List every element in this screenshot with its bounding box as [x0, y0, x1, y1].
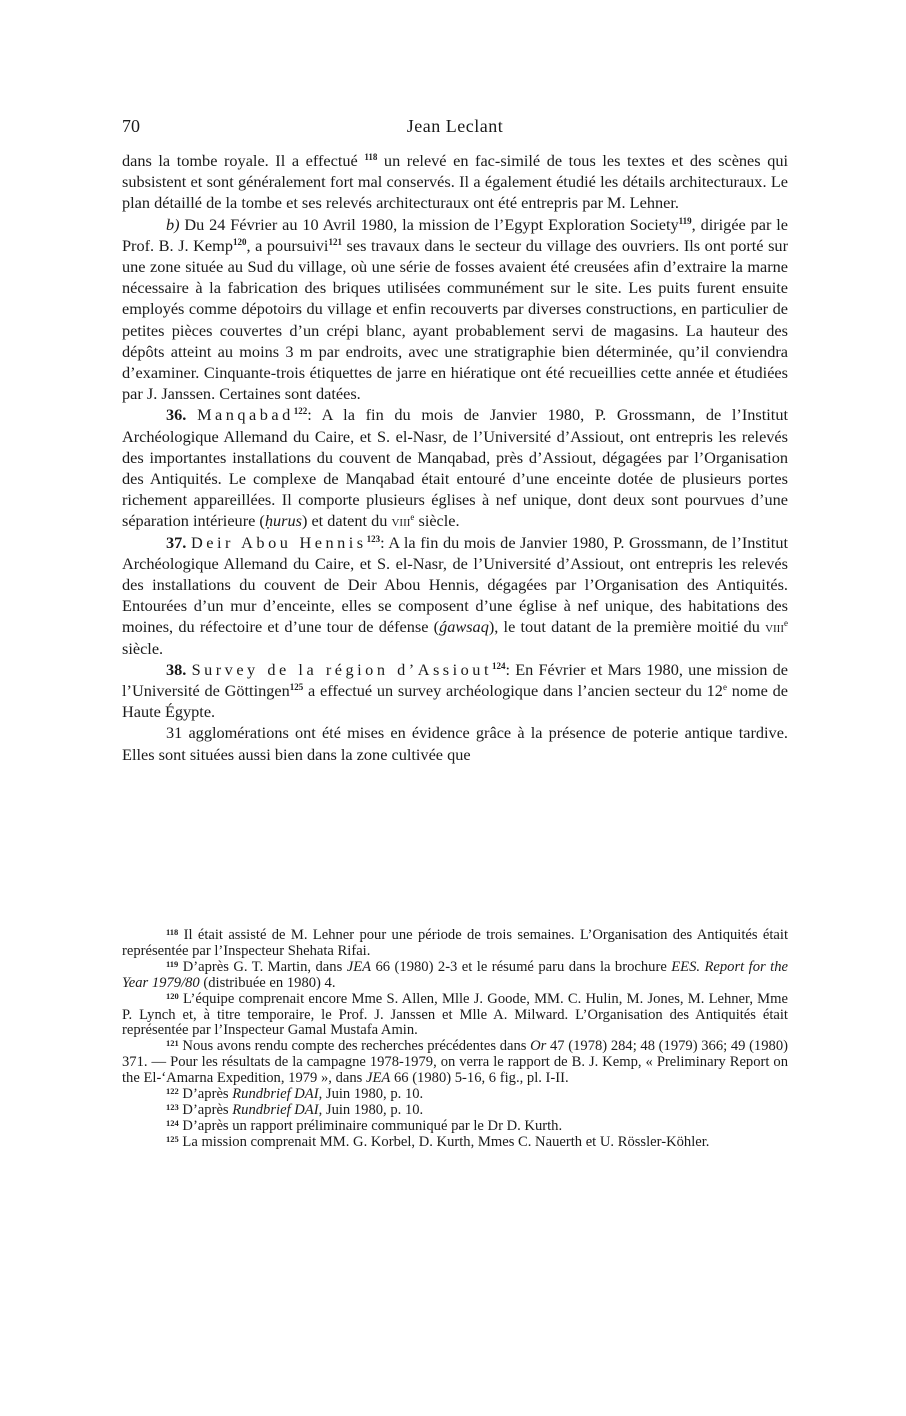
footnote-118	[122, 928, 788, 960]
footnote-number: 124	[166, 1117, 179, 1128]
text-run: siècle.	[122, 638, 164, 658]
site-name: Deir Abou Hennis	[191, 532, 367, 552]
footnote-ref: 122	[293, 406, 308, 417]
list-label: b)	[166, 214, 180, 234]
footnote-text: 66 (1980) 2-3 et le résumé paru dans la brochure	[371, 958, 672, 975]
footnote-text: (distribuée en 1980) 4.	[199, 974, 336, 991]
text-run: , a poursuivi	[246, 235, 329, 255]
section-number: 38.	[166, 659, 187, 679]
footnote-122	[122, 1087, 788, 1103]
ordinal-suffix: e	[722, 682, 727, 693]
italic-term: ḥurus	[264, 511, 302, 531]
paragraph-agglomerations	[122, 722, 788, 764]
footnote-ref: 124	[491, 660, 506, 671]
ordinal-suffix: e	[410, 512, 415, 523]
section-37-deir-abou-hennis	[122, 532, 788, 659]
text-run: siècle.	[414, 511, 460, 531]
text-run: : A la fin du mois de Janvier 1980, P. Grossmann, de l’Institut Archéologique Allemand du Caire, et S. el-Nasr, de l’Université d’Assiout, ont entrepris les relevés des importantes installations du couvent de Manqabad, près d’Assiout, dégagées par l’Organisation des Antiquités. Le complexe de Manqabad était entouré d’une enceinte dotée de plusieurs portes richement appareillées. Il comporte plusieurs églises à nef unique, dont deux sont pourvues d’une séparation intérieure (	[122, 405, 788, 531]
footnote-number: 119	[166, 958, 179, 969]
footnote-text: D’après un rapport préliminaire communiqué par le Dr D. Kurth.	[182, 1117, 563, 1134]
footnote-number: 122	[166, 1086, 179, 1097]
footnote-text: , Juin 1980, p. 10.	[318, 1086, 424, 1103]
century-numeral: viii	[765, 617, 784, 637]
text-run: un relevé en fac-similé de tous les textes et des scènes qui subsistent et sont généralement fort mal conservés. Il a également étudié les détails architecturaux. Le plan détaillé de la tombe et ses relevés architecturaux ont été entrepris par M. Lehner.	[122, 151, 788, 213]
footnotes	[122, 928, 788, 1151]
section-36-manqabad	[122, 404, 788, 531]
footnote-121	[122, 1039, 788, 1087]
text-run: Du 24 Février au 10 Avril 1980, la mission de l’Egypt Exploration Society	[184, 214, 679, 234]
footnote-text: Il était assisté de M. Lehner pour une période de trois semaines. L’Organisation des Antiquités était représentée par l’Inspecteur Shehata Rifai.	[122, 927, 789, 959]
footnote-number: 120	[166, 990, 179, 1001]
footnote-text: La mission comprenait MM. G. Korbel, D. Kurth, Mmes C. Nauerth et U. Rössler-Köhler.	[182, 1133, 710, 1150]
paragraph-continuation	[122, 150, 788, 214]
footnote-120	[122, 992, 788, 1040]
text-run: ses travaux dans le secteur du village des ouvriers. Ils ont porté sur une zone située au Sud du village, où une série de fosses avaient été creusées afin d’extraire la marne nécessaire à la fabrication des briques utilisées communément sur le site. Les puits furent ensuite employés comme dépotoirs du village et enfin recouverts par diverses constructions, en particulier de petites pièces couvertes d’un crépi blanc, ayant probablement servi de magasins. La hauteur des dépôts atteint au moins 3 m par endroits, avec une stratigraphie bien déterminée, qu’il conviendra d’examiner. Cinquante-trois étiquettes de jarre en hiératique ont été recueillies cette année et étudiées par J. Janssen. Certaines sont datées.	[122, 235, 788, 404]
footnote-text: D’après G. T. Martin, dans	[182, 958, 347, 975]
footnote-ref: 118	[364, 152, 378, 162]
italic-term: ǵawsaq	[439, 617, 489, 637]
footnote-text: Nous avons rendu compte des recherches précédentes dans	[182, 1038, 531, 1055]
main-text	[122, 150, 788, 765]
footnote-ref: 125	[289, 682, 304, 693]
text-run: dans la tombe royale. Il a effectué	[122, 151, 358, 170]
footnote-ref: 120	[232, 236, 247, 247]
text-run: ) et datent du	[301, 511, 392, 531]
footnote-124	[122, 1119, 788, 1135]
footnote-text: 66 (1980) 5-16, 6 fig., pl. I-II.	[390, 1070, 569, 1087]
footnote-number: 123	[166, 1101, 179, 1112]
running-head: Jean Leclant	[406, 116, 504, 136]
publication-title: Rundbrief DAI	[232, 1101, 319, 1118]
ordinal-suffix: e	[784, 618, 788, 629]
footnote-125	[122, 1135, 788, 1151]
text-run: : En Février et Mars 1980, une mission de l’Université de Göttingen	[122, 659, 789, 701]
footnote-text: D’après	[182, 1101, 233, 1118]
footnote-number: 125	[166, 1133, 179, 1144]
journal-title: JEA	[346, 958, 372, 975]
footnote-ref: 119	[678, 215, 692, 226]
footnote-text: , Juin 1980, p. 10.	[318, 1101, 424, 1118]
text-run: ), le tout datant de la première moitié du	[488, 617, 766, 637]
journal-title: JEA	[365, 1070, 391, 1087]
publication-title: Rundbrief DAI	[232, 1086, 319, 1103]
page-header	[122, 112, 788, 140]
footnote-text: L’équipe comprenait encore Mme S. Allen, Mlle J. Goode, MM. C. Hulin, M. Jones, M. Lehner, Mme P. Lynch et, à titre temporaire, le Prof. J. Janssen et Mlle A. Milward. L’Organisation des Antiquités était représentée par l’Inspecteur Gamal Mustafa Amin.	[122, 990, 788, 1039]
publication-title: EES. Report for the Year 1979/80	[122, 958, 788, 991]
century-numeral: viii	[391, 511, 411, 531]
site-name: Manqabad	[197, 405, 294, 425]
footnote-ref: 123	[366, 533, 381, 544]
footnote-number: 118	[166, 927, 179, 937]
footnote-ref: 121	[328, 236, 342, 247]
journal-title: Or	[530, 1038, 547, 1055]
footnote-119	[122, 960, 788, 992]
footnote-number: 121	[166, 1038, 179, 1049]
text-run: a effectué un survey archéologique dans l’ancien secteur du 12	[308, 681, 723, 701]
text-run: 31 agglomérations ont été mises en évidence grâce à la présence de poterie antique tardive. Elles sont situées aussi bien dans la zone cultivée que	[122, 723, 788, 764]
footnote-123	[122, 1103, 788, 1119]
page-number: 70	[122, 116, 140, 136]
paragraph-egypt-exploration-society	[122, 214, 788, 405]
section-number: 36.	[166, 405, 187, 425]
text-run: nome de Haute Égypte.	[122, 681, 788, 722]
section-number: 37.	[166, 532, 187, 552]
section-38-survey-assiout	[122, 659, 788, 723]
text-run: , dirigée par le Prof. B. J. Kemp	[122, 214, 789, 255]
site-name: Survey de la région d’Assiout	[191, 659, 492, 679]
text-run: : A la fin du mois de Janvier 1980, P. Grossmann, de l’Institut Archéologique Allemand du Caire, et S. el-Nasr, de l’Université d’Assiout, ont entrepris les relevés des installations du couvent de Deir Abou Hennis, dégagées par l’Organisation des Antiquités. Entourées d’un mur d’enceinte, elles se composent d’une église à nef unique, des habitations des moines, du réfectoire et d’une tour de défense (	[122, 532, 788, 637]
footnote-text: 47 (1978) 284; 48 (1979) 366; 49 (1980) 371. — Pour les résultats de la campagne 1978-1979, on verra le rapport de B. J. Kemp, « Preliminary Report on the El-‘Amarna Expedition, 1979 », dans	[122, 1038, 788, 1087]
footnote-text: D’après	[182, 1086, 233, 1103]
